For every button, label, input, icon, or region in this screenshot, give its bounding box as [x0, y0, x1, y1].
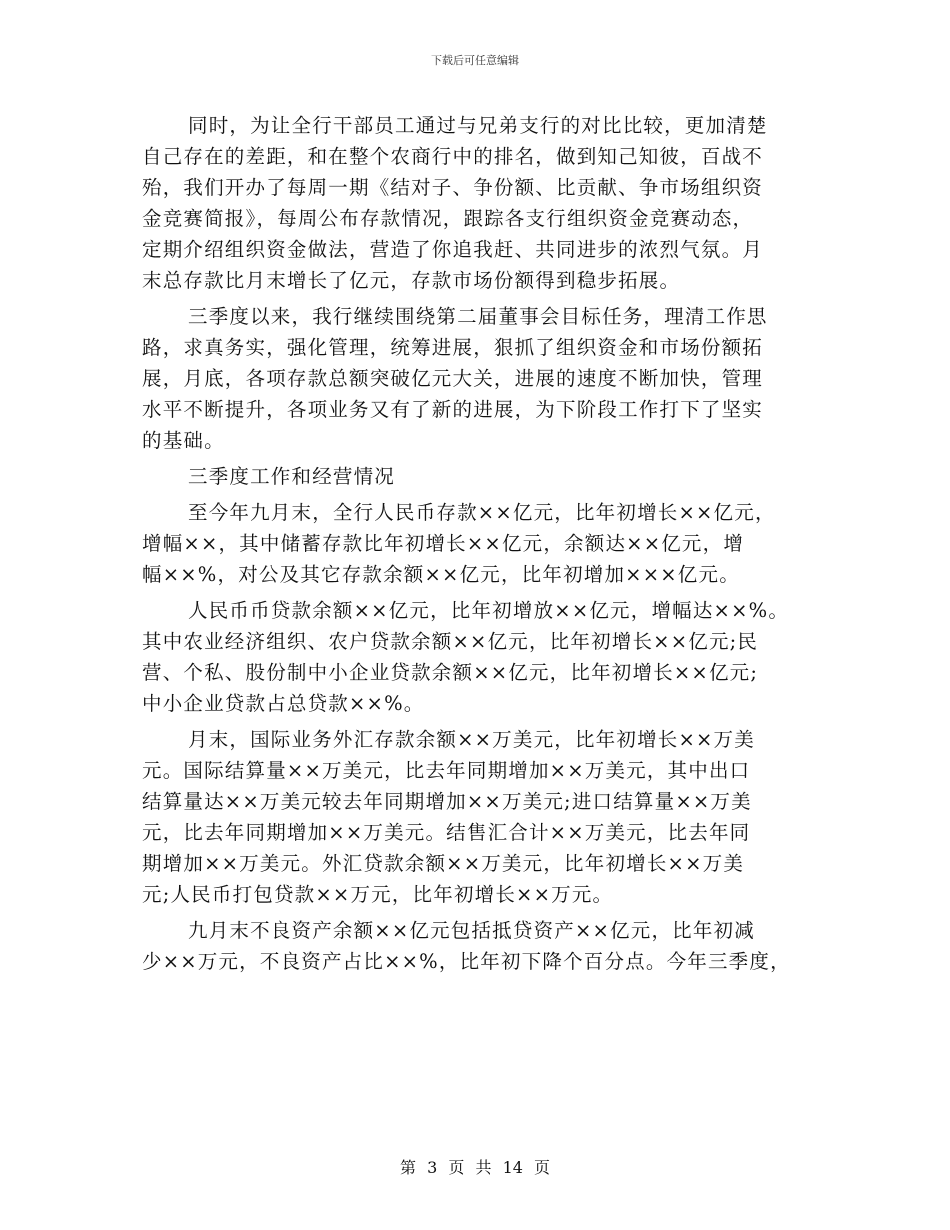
footer-gong: 共	[475, 1158, 492, 1177]
text-line: 期增加××万美元。外汇贷款余额××万美元，比年初增长××万美	[142, 852, 745, 875]
paragraph-3	[142, 497, 817, 590]
text-line: 路，求真务实，强化管理，统筹进展，狠抓了组织资金和市场份额拓	[142, 336, 764, 359]
section-heading	[142, 461, 817, 492]
text-line: 月末，国际业务外汇存款余额××万美元，比年初增长××万美	[188, 728, 755, 751]
text-line: 九月末不良资产余额××亿元包括抵贷资产××亿元，比年初减	[188, 919, 755, 942]
page-header: 下载后可任意编辑	[431, 54, 519, 67]
document-body	[142, 110, 817, 982]
footer-ye: 页	[534, 1158, 551, 1177]
text-line: 中小企业贷款占总贷款××%。	[142, 692, 425, 715]
text-line: 其中农业经济组织、农户贷款余额××亿元，比年初增长××亿元;民	[142, 630, 759, 653]
text-line: 增幅××，其中储蓄存款比年初增长××亿元，余额达××亿元，增	[142, 532, 745, 555]
paragraph-2	[142, 301, 817, 456]
text-line: 同时，为让全行干部员工通过与兄弟支行的对比比较，更加清楚	[188, 114, 768, 137]
paragraph-4	[142, 595, 817, 719]
text-line: 金竞赛简报》，每周公布存款情况，跟踪各支行组织资金竞赛动态，	[142, 207, 754, 230]
text-line: 展，月底，各项存款总额突破亿元大关，进展的速度不断加快，管理	[142, 367, 764, 390]
text-line: 元;人民币打包贷款××万元，比年初增长××万元。	[142, 883, 614, 906]
text-line: 人民币币贷款余额××亿元，比年初增放××亿元，增幅达××%。	[188, 599, 790, 622]
text-line: 幅××%，对公及其它存款余额××亿元，比年初增加×××亿元。	[142, 563, 740, 586]
current-page-number: 3	[427, 1158, 438, 1177]
page-footer	[0, 1155, 950, 1178]
total-page-count: 14	[502, 1158, 523, 1177]
text-line: 水平不断提升，各项业务又有了新的进展，为下阶段工作打下了坚实	[142, 398, 764, 421]
text-line: 定期介绍组织资金做法，营造了你追我赶、共同进步的浓烈气氛。月	[142, 238, 764, 261]
paragraph-5	[142, 724, 817, 910]
text-line: 自己存在的差距，和在整个农商行中的排名，做到知己知彼，百战不	[142, 145, 764, 168]
text-line: 三季度以来，我行继续围绕第二届董事会目标任务，理清工作思	[188, 305, 768, 328]
text-line: 营、个私、股份制中小企业贷款余额××亿元，比年初增长××亿元;	[142, 661, 759, 684]
text-line: 结算量达××万美元较去年同期增加××万美元;进口结算量××万美	[142, 790, 752, 813]
text-line: 至今年九月末，全行人民币存款××亿元，比年初增长××亿元，	[188, 501, 776, 524]
paragraph-1	[142, 110, 817, 296]
text-line: 末总存款比月末增长了亿元，存款市场份额得到稳步拓展。	[142, 269, 681, 292]
text-line: 元，比去年同期增加××万美元。结售汇合计××万美元，比去年同	[142, 821, 751, 844]
text-line: 殆，我们开办了每周一期《结对子、争份额、比贡献、争市场组织资	[142, 176, 764, 199]
text-line: 的基础。	[142, 429, 225, 452]
text-line: 少××万元，不良资产占比××%，比年初下降个百分点。今年三季度，	[142, 950, 791, 973]
text-line: 元。国际结算量××万美元，比去年同期增加××万美元，其中出口	[142, 759, 751, 782]
footer-ye: 页	[448, 1158, 465, 1177]
heading-text: 三季度工作和经营情况	[188, 465, 396, 488]
paragraph-6	[142, 915, 817, 977]
footer-di: 第	[399, 1158, 416, 1177]
